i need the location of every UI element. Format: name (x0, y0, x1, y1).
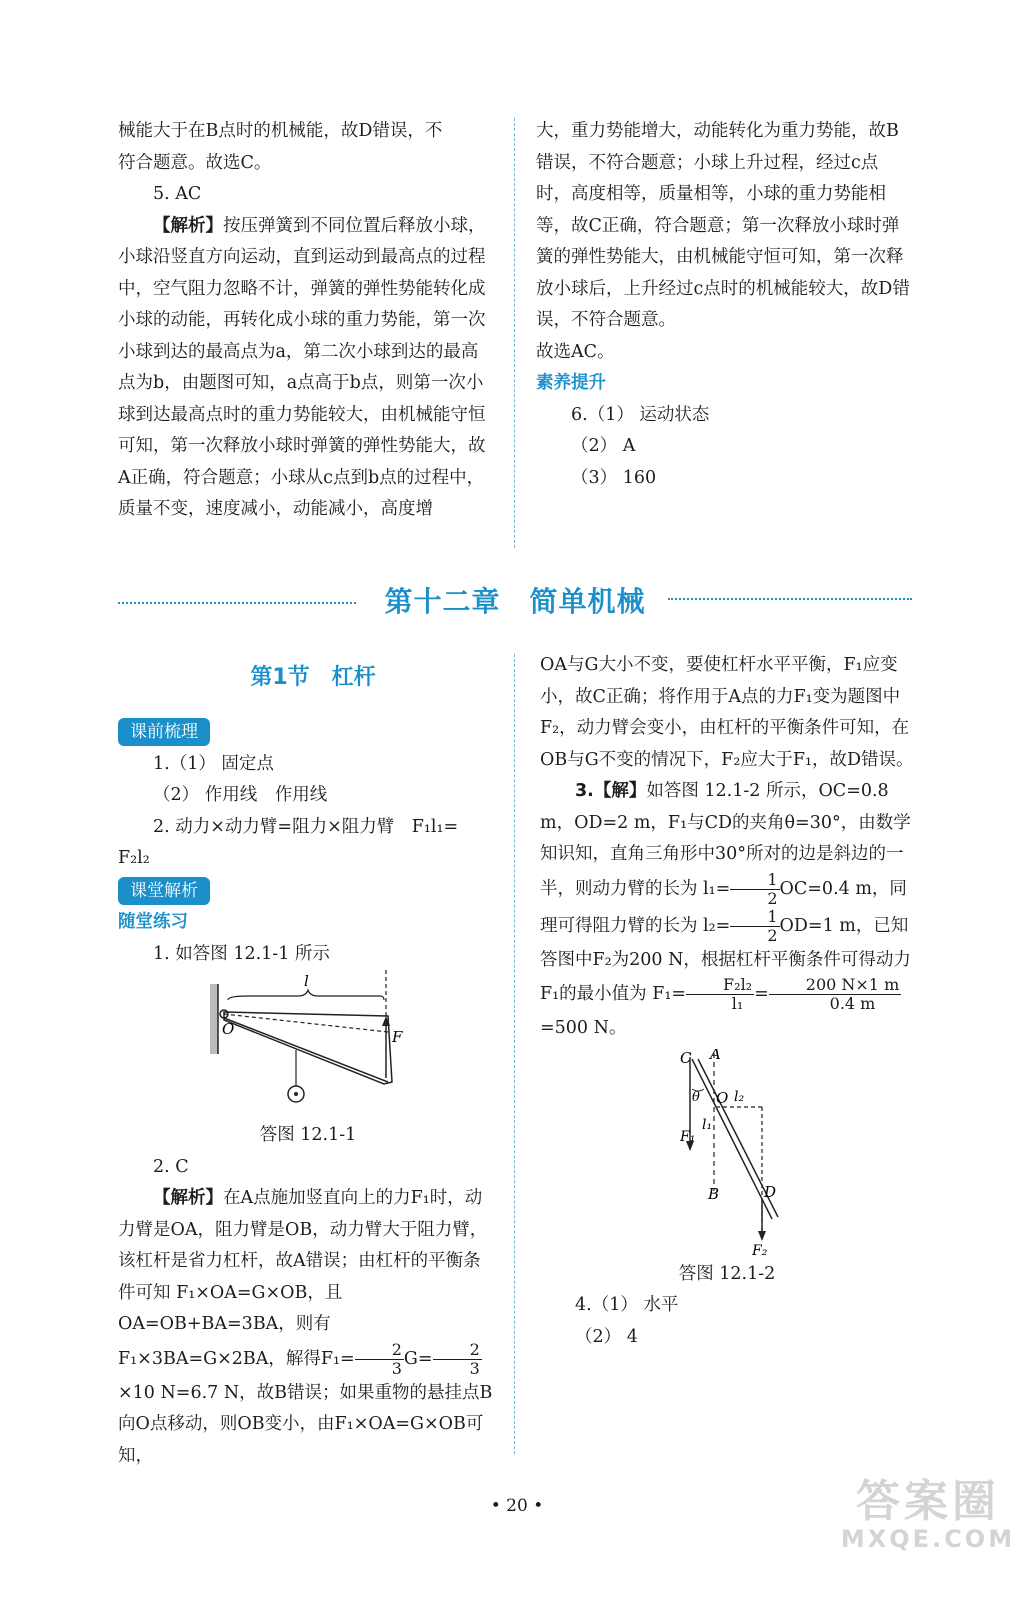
numerator: F₂l₂ (686, 976, 754, 995)
continuation-text: 大，重力势能增大，动能转化为重力势能，故B错误，不符合题意；小球上升过程，经过c点时，高度相等，质量相等，小球的重力势能相等，故C正确，符合题意；第一次释放小球时弹簧的弹性势能大，由机械能守恒可知，第一次释放小球后，上升经过c点时的机械能较大，故D错误，不符合题意。 (536, 121, 910, 330)
label-F1: F₁ (680, 1128, 696, 1145)
p1-text: OA与G大小不变，要使杠杆水平平衡，F₁应变小，故C正确；将作用于A点的力F₁变为题图中F₂，动力臂会变小，由杠杆的平衡条件可知，在OB与G不变的情况下，F₂应大于F₁，故D错误。 (540, 655, 914, 770)
answer-line: （3） 160 (571, 467, 657, 488)
q2-text-2: ×10 N=6.7 N，故B错误；如果重物的悬挂点B向O点移动，则OB变小，由F₁×OA=G×OB可知， (118, 1382, 493, 1466)
label-B: B (708, 1184, 720, 1203)
numerator: 2 (355, 1341, 404, 1360)
top-right-column (536, 116, 912, 494)
q3-text-4: =500 N。 (540, 1018, 627, 1038)
q2-mid: G= (403, 1348, 433, 1369)
q3-text-1: 如答图 12.1-2 所示，OC=0.8 m，OD=2 m，F₁与CD的夹角θ=30°，由数学知识知，直角三角形中30°所对的边是斜边的一半，则动力臂的长为 l₁= (540, 781, 911, 899)
analysis-label: 【解析】 (153, 1188, 223, 1208)
label-O: O (222, 1020, 235, 1038)
column-divider (514, 654, 515, 1454)
fraction (686, 976, 754, 1013)
q2-analysis (118, 1183, 498, 1472)
label-l2: l₂ (734, 1088, 745, 1105)
numerator: 200 N×1 m (769, 976, 901, 995)
label-F: F (392, 1028, 403, 1046)
fraction (730, 871, 779, 908)
q1-text: 1. 如答图 12.1-1 所示 (153, 943, 330, 964)
q2-answer: 2. C (153, 1156, 189, 1177)
watermark-logo (838, 1478, 1018, 1553)
label-l1: l₁ (702, 1116, 713, 1133)
title-rule-left (118, 602, 356, 604)
figure-12-1-1 (118, 970, 498, 1120)
fig1-caption: 答图 12.1-1 (259, 1125, 357, 1145)
denominator: 3 (469, 1358, 480, 1378)
tag-kecheng-shuli: 课前梳理 (118, 718, 210, 746)
fraction (355, 1341, 404, 1378)
fraction (769, 976, 901, 1013)
figure-12-1-2 (540, 1049, 914, 1259)
fraction (433, 1341, 482, 1378)
q5-analysis (118, 211, 494, 526)
denominator: 0.4 m (829, 994, 876, 1013)
answer-line: 2. 动力×动力臂=阻力×阻力臂 F₁l₁= (153, 816, 459, 837)
numerator: 1 (730, 908, 779, 927)
solution-label: 3.【解】 (575, 781, 647, 801)
label-O: O (716, 1088, 729, 1107)
label-A: A (710, 1048, 721, 1063)
watermark-line1: 答案圈 (856, 1476, 1000, 1527)
answer-line: 1.（1） 固定点 (153, 753, 274, 774)
denominator: 2 (767, 925, 778, 945)
answer-line: （2） 作用线 作用线 (153, 785, 328, 805)
lever-diagram-1 (118, 970, 498, 1120)
brace (228, 990, 384, 1000)
bottom-right-column (540, 650, 914, 1353)
conclusion: 故选AC。 (536, 341, 615, 362)
fig2-caption: 答图 12.1-2 (678, 1263, 776, 1284)
rod-left-edge (692, 1059, 772, 1219)
lever-lower-edge (224, 1018, 388, 1082)
q4-answer: 4.（1） 水平 (575, 1295, 679, 1315)
denominator: 2 (767, 888, 778, 908)
heading-suitang-lianxi: 随堂练习 (118, 912, 188, 932)
top-left-column (118, 116, 494, 526)
text-line: 符合题意。故选C。 (118, 152, 272, 173)
q4-answer: （2） 4 (575, 1326, 638, 1347)
wall-hatch (210, 984, 218, 1054)
F2-arrowhead (758, 1231, 766, 1241)
numerator: 1 (730, 871, 779, 890)
answer-line: （2） A (571, 436, 636, 456)
chapter-title: 第十二章 简单机械 (384, 585, 646, 618)
column-divider (514, 118, 515, 548)
page-number: • 20 • (490, 1496, 544, 1516)
label-l: l (304, 972, 309, 990)
section-heading-suyang: 素养提升 (536, 373, 606, 393)
q5-answer: 5. AC (153, 184, 202, 204)
section-title: 第1节 杠杆 (250, 665, 376, 690)
bottom-left-column (118, 716, 498, 1472)
label-F2: F₂ (752, 1242, 768, 1259)
answer-line: 6.（1） 运动状态 (571, 404, 710, 425)
numerator: 2 (433, 1341, 482, 1360)
label-theta: θ (692, 1089, 700, 1105)
denominator: l₁ (731, 994, 744, 1013)
q5-analysis-text: 按压弹簧到不同位置后释放小球，小球沿竖直方向运动，直到运动到最高点的过程中，空气阻力忽略不计，弹簧的弹性势能转化成小球的动能，再转化成小球的重力势能，第一次小球到达的最高点为a，第二次小球到达的最高点为b，由题图可知，a点高于b点，则第一次小球到达最高点时的重力势能较大，由机械能守恒可知，第一次释放小球时弹簧的弹性势能大，故A正确，符合题意；小球从c点到b点的过程中，质量不变，速度减小，动能减小，高度增 (118, 215, 486, 519)
answer-line: F₂l₂ (118, 848, 150, 868)
label-C: C (680, 1048, 692, 1067)
q3-eq: = (754, 984, 769, 1004)
q3-solution (540, 776, 914, 1045)
watermark-line2: MXQE.COM (840, 1525, 1016, 1554)
analysis-label: 【解析】 (153, 215, 223, 236)
q3-text-3: OD=1 m，已知答图中F₂为200 N，根据杠杆平衡条件可得动力F₁的最小值为 F₁= (540, 915, 911, 1004)
q2-text-1: 在A点施加竖直向上的力F₁时，动力臂是OA，阻力臂是OB，动力臂大于阻力臂，该杠杆是省力杠杆，故A错误；由杠杆的平衡条件可知 F₁×OA=G×OB，且OA=OB+BA=3BA，则有F₁×3BA=G×2BA，解得F₁= (118, 1188, 488, 1369)
weight-center (294, 1092, 298, 1096)
lever-diagram-2 (540, 1049, 914, 1259)
title-rule-right (668, 598, 912, 600)
q3-text-2: OC=0.4 m，同理可得阻力臂的长为 l₂= (540, 878, 907, 936)
denominator: 3 (391, 1358, 402, 1378)
tag-ketang-jiexi: 课堂解析 (118, 877, 210, 905)
fraction (730, 908, 779, 945)
text-line: 械能大于在B点时的机械能，故D错误，不 (118, 121, 443, 141)
label-D: D (764, 1182, 777, 1201)
